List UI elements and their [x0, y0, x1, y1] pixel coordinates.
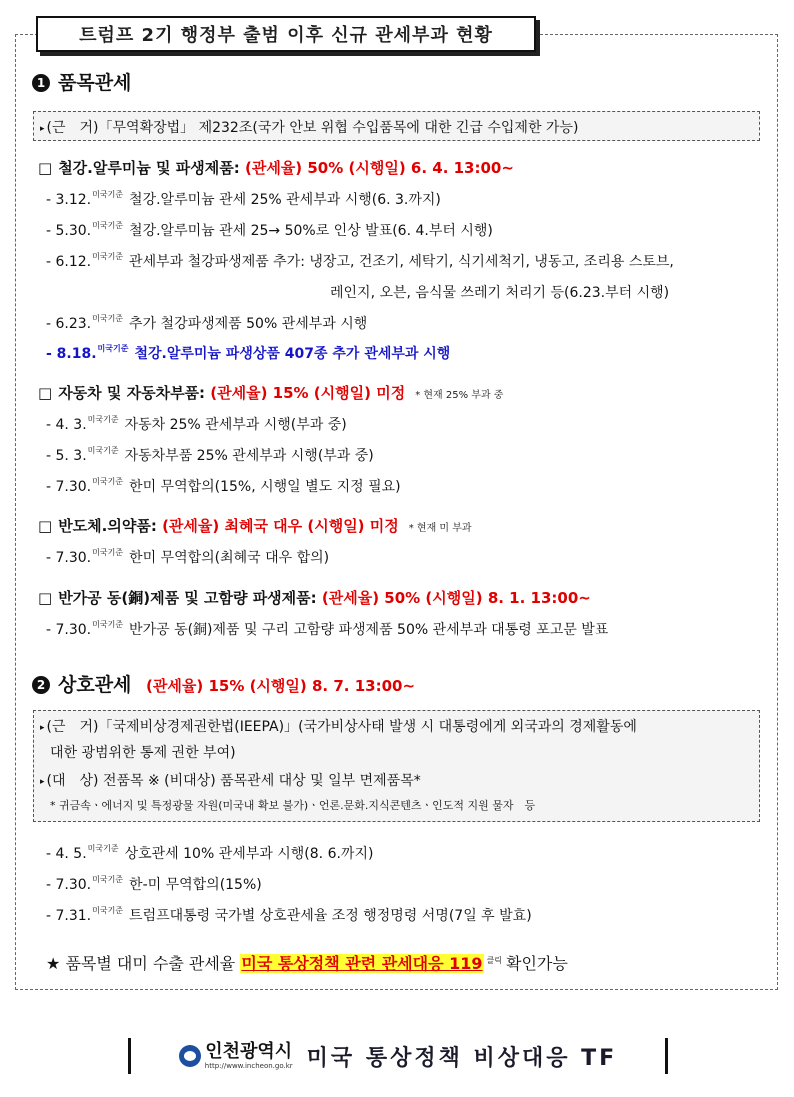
s2-target-note-text: * 귀금속ㆍ에너지 및 특정광물 자원(미국내 확보 불가)ㆍ언론.문화.지식콘텐츠ㆍ인도적 지원 물자 등: [50, 799, 536, 812]
s2-basis-line: [40, 716, 637, 736]
page-title-text: 트럼프 2기 행정부 출범 이후 신규 관세부과 현황: [79, 25, 493, 46]
steel-item-highlight: [46, 343, 450, 363]
item-ref: 미국기준: [92, 906, 124, 915]
semi-item: [46, 547, 329, 567]
steel-item-continuation: [330, 282, 669, 302]
steel-label: 철강.알루미늄 및 파생제품:: [58, 159, 240, 177]
item-ref: 미국기준: [92, 477, 124, 486]
item-date: - 3.12.: [46, 192, 92, 208]
tf-title: 미국 통상정책 비상대응 TF: [306, 1045, 618, 1071]
item-text: 트럼프대통령 국가별 상호관세율 조정 행정명령 서명(7일 후 발효): [129, 908, 532, 924]
incheon-logo-icon: [179, 1045, 201, 1067]
section-2-heading: [32, 670, 415, 697]
auto-label: 자동차 및 자동차부품:: [58, 384, 206, 402]
tariff-119-link[interactable]: 미국 통상정책 관련 관세대응 119: [241, 954, 483, 973]
click-hint: 클릭: [486, 956, 502, 965]
semi-heading: [38, 515, 472, 536]
item-ref: 미국기준: [92, 548, 124, 557]
s2-target-line: [40, 770, 421, 790]
steel-item: [46, 313, 367, 333]
checkbox-square-icon: □: [38, 384, 53, 402]
s1-basis-label: (근 거): [46, 120, 99, 136]
item-text: 레인지, 오븐, 음식물 쓰레기 처리기 등(6.23.부터 시행): [330, 285, 670, 301]
steel-item: [46, 251, 674, 271]
footer-banner: [128, 1038, 668, 1074]
item-text: 추가 철강파생제품 50% 관세부과 시행: [129, 316, 368, 332]
item-date: - 4. 5.: [46, 846, 87, 862]
item-ref: 미국기준: [92, 190, 124, 199]
item-text: 자동차부품 25% 관세부과 시행(부과 중): [124, 448, 374, 464]
s2-basis-text-2: 대한 광범위한 통제 권한 부여): [50, 745, 236, 761]
item-date: - 7.31.: [46, 908, 92, 924]
s2-basis-line-2: [50, 742, 236, 762]
star-icon: ★: [46, 954, 61, 973]
s2-item: [46, 874, 262, 894]
star-text: 품목별 대미 수출 관세율: [65, 954, 236, 973]
item-ref: 미국기준: [92, 252, 124, 261]
s2-basis-label: (근 거): [46, 719, 99, 735]
item-ref: 미국기준: [92, 314, 124, 323]
steel-rate: (관세율) 50% (시행일) 6. 4. 13:00~: [244, 159, 514, 177]
s1-basis-line: [40, 117, 578, 137]
semi-label: 반도체.의약품:: [58, 517, 157, 535]
steel-item: [46, 220, 493, 240]
item-date: - 6.23.: [46, 316, 92, 332]
checkbox-square-icon: □: [38, 159, 53, 177]
triangle-bullet-icon: ▸: [40, 124, 45, 134]
auto-item: [46, 476, 401, 496]
item-date: - 7.30.: [46, 877, 92, 893]
item-ref: 미국기준: [92, 221, 124, 230]
item-ref: 미국기준: [87, 844, 119, 853]
item-text: 자동차 25% 관세부과 시행(부과 중): [124, 417, 347, 433]
item-date: - 6.12.: [46, 254, 92, 270]
s1-basis-text: 「무역확장법」 제232조(국가 안보 위협 수입품목에 대한 긴급 수입제한 가능): [98, 120, 579, 136]
s2-item: [46, 843, 373, 863]
item-text: 관세부과 철강파생제품 추가: 냉장고, 건조기, 세탁기, 식기세척기, 냉동고, 조리용 스토브,: [129, 254, 674, 270]
item-date: - 8.18.: [46, 346, 97, 362]
item-text: 철강.알루미늄 관세 25% 관세부과 시행(6. 3.까지): [129, 192, 441, 208]
section-2-title: 상호관세: [58, 674, 132, 696]
auto-item: [46, 414, 347, 434]
item-text: 철강.알루미늄 파생상품 407종 추가 관세부과 시행: [134, 346, 451, 362]
copper-item: [46, 619, 608, 639]
item-date: - 7.30.: [46, 550, 92, 566]
item-date: - 7.30.: [46, 479, 92, 495]
item-ref: 미국기준: [87, 415, 119, 424]
auto-item: [46, 445, 374, 465]
item-text: 한-미 무역합의(15%): [129, 877, 262, 893]
item-text: 한미 무역합의(최혜국 대우 합의): [129, 550, 330, 566]
auto-note: * 현재 25% 부과 중: [415, 390, 504, 401]
section-2-rate: (관세율) 15% (시행일) 8. 7. 13:00~: [146, 677, 416, 695]
semi-rate: (관세율) 최혜국 대우 (시행일) 미정: [162, 517, 399, 535]
item-date: - 4. 3.: [46, 417, 87, 433]
section-1-title: 품목관세: [58, 72, 132, 94]
s2-target-note: [50, 797, 535, 813]
s2-target-text: 전품목 ※ (비대상) 품목관세 대상 및 일부 면제품목*: [102, 773, 421, 789]
auto-heading: [38, 382, 503, 403]
triangle-bullet-icon: ▸: [40, 777, 45, 787]
s2-target-label: (대 상): [46, 773, 99, 789]
section-2-number: 2: [32, 676, 50, 694]
item-text: 상호관세 10% 관세부과 시행(8. 6.까지): [124, 846, 374, 862]
star-line: [46, 951, 568, 974]
semi-note: * 현재 미 부과: [408, 523, 472, 534]
item-ref: 미국기준: [87, 446, 119, 455]
s2-basis-text: 「국제비상경제권한법(IEEPA)」(국가비상사태 발생 시 대통령에게 외국과의 경제활동에: [98, 719, 637, 735]
copper-heading: [38, 587, 591, 608]
item-ref: 미국기준: [92, 875, 124, 884]
incheon-logo-text: [205, 1042, 293, 1071]
item-text: 철강.알루미늄 관세 25→ 50%로 인상 발표(6. 4.부터 시행): [129, 223, 493, 239]
star-after-text: 확인가능: [505, 954, 568, 973]
page-title: [36, 16, 536, 52]
item-text: 한미 무역합의(15%, 시행일 별도 지정 필요): [129, 479, 401, 495]
checkbox-square-icon: □: [38, 517, 53, 535]
item-date: - 7.30.: [46, 622, 92, 638]
steel-item: [46, 189, 441, 209]
org-name: 인천광역시: [205, 1040, 293, 1062]
s2-item: [46, 905, 532, 925]
item-ref: 미국기준: [97, 344, 129, 353]
org-url: http://www.incheon.go.kr: [204, 1061, 293, 1070]
triangle-bullet-icon: ▸: [40, 723, 45, 733]
steel-heading: [38, 157, 514, 178]
item-ref: 미국기준: [92, 620, 124, 629]
item-date: - 5.30.: [46, 223, 92, 239]
item-text: 반가공 동(銅)제품 및 구리 고함량 파생제품 50% 관세부과 대통령 포고문 발표: [129, 622, 609, 638]
checkbox-square-icon: □: [38, 589, 53, 607]
section-1-number: 1: [32, 74, 50, 92]
copper-label: 반가공 동(銅)제품 및 고함량 파생제품:: [58, 589, 317, 607]
auto-rate: (관세율) 15% (시행일) 미정: [210, 384, 406, 402]
item-date: - 5. 3.: [46, 448, 87, 464]
copper-rate: (관세율) 50% (시행일) 8. 1. 13:00~: [321, 589, 591, 607]
section-1-heading: [32, 68, 131, 95]
